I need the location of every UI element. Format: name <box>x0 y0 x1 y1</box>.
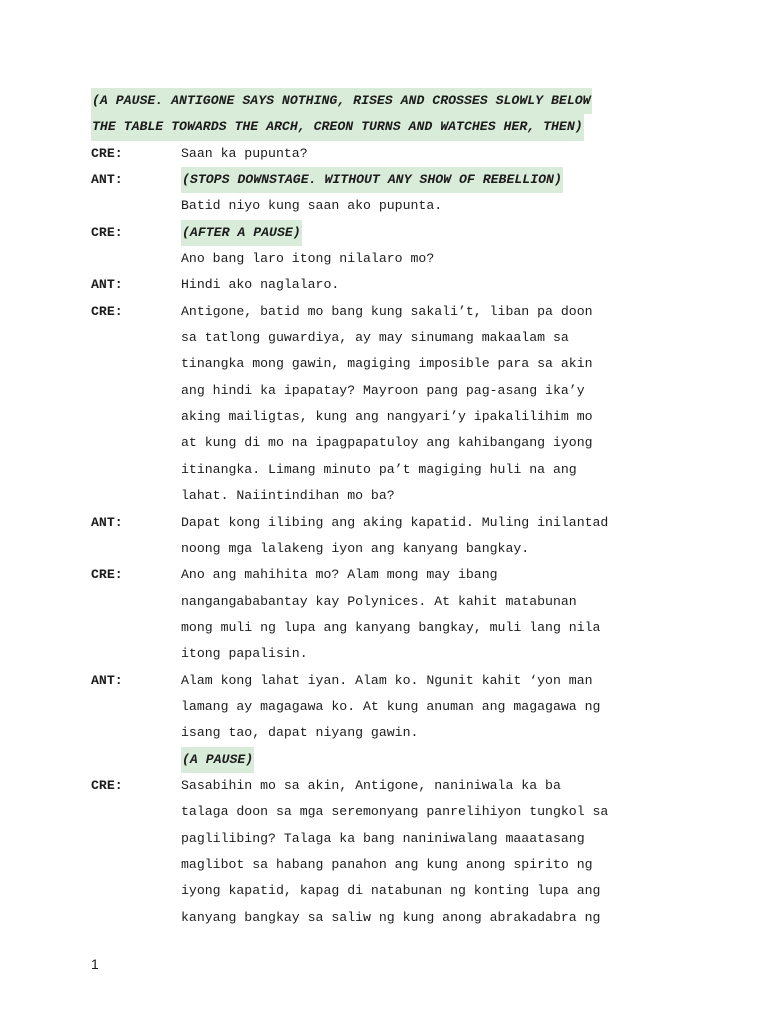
dialogue-text: itong papalisin. <box>181 646 308 662</box>
script-line <box>91 536 691 562</box>
dialogue-text: Sasabihin mo sa akin, Antigone, naniniwala ka ba <box>181 777 561 793</box>
stage-direction: (STOPS DOWNSTAGE. WITHOUT ANY SHOW OF REBELLION) <box>181 167 563 193</box>
script-line <box>91 404 691 430</box>
stage-direction: (A PAUSE) <box>181 747 254 773</box>
dialogue-text: itinangka. Limang minuto pa’t magiging huli na ang <box>181 461 577 477</box>
script-body <box>91 88 691 931</box>
speaker-label: CRE: <box>91 145 123 161</box>
dialogue-text: talaga doon sa mga seremonyang panrelihiyon tungkol sa <box>181 804 609 820</box>
stage-direction: (AFTER A PAUSE) <box>181 220 302 246</box>
stage-direction: THE TABLE TOWARDS THE ARCH, CREON TURNS AND WATCHES HER, THEN) <box>91 114 584 140</box>
speaker-label: ANT: <box>91 277 123 293</box>
script-line <box>91 141 691 167</box>
script-line <box>91 589 691 615</box>
script-line <box>91 510 691 536</box>
dialogue-text: sa tatlong guwardiya, ay may sinumang makaalam sa <box>181 330 569 346</box>
script-line <box>91 246 691 272</box>
script-line <box>91 378 691 404</box>
script-line <box>91 799 691 825</box>
script-line <box>91 826 691 852</box>
script-line <box>91 852 691 878</box>
dialogue-text: nangangababantay kay Polynices. At kahit matabunan <box>181 593 577 609</box>
dialogue-text: Hindi ako naglalaro. <box>181 277 340 293</box>
dialogue-text: mong muli ng lupa ang kanyang bangkay, muli lang nila <box>181 619 601 635</box>
page-number: 1 <box>91 956 99 972</box>
dialogue-text: Dapat kong ilibing ang aking kapatid. Muling inilantad <box>181 514 609 530</box>
script-line <box>91 694 691 720</box>
script-line <box>91 668 691 694</box>
script-line <box>91 193 691 219</box>
dialogue-text: aking mailigtas, kung ang nangyari’y ipakalilihim mo <box>181 409 593 425</box>
dialogue-text: Saan ka pupunta? <box>181 145 308 161</box>
script-line <box>91 430 691 456</box>
dialogue-text: kanyang bangkay sa saliw ng kung anong abrakadabra ng <box>181 909 601 925</box>
script-line <box>91 641 691 667</box>
script-line <box>91 167 691 193</box>
dialogue-text: isang tao, dapat niyang gawin. <box>181 725 419 741</box>
dialogue-text: iyong kapatid, kapag di natabunan ng konting lupa ang <box>181 883 601 899</box>
dialogue-text: lamang ay magagawa ko. At kung anuman ang magagawa ng <box>181 698 601 714</box>
script-line <box>91 351 691 377</box>
script-line <box>91 483 691 509</box>
script-line <box>91 220 691 246</box>
script-line <box>91 114 691 140</box>
speaker-label: ANT: <box>91 514 123 530</box>
dialogue-text: paglilibing? Talaga ka bang naniniwalang maaatasang <box>181 830 585 846</box>
speaker-label: CRE: <box>91 224 123 240</box>
script-line <box>91 878 691 904</box>
dialogue-text: maglibot sa habang panahon ang kung anong spirito ng <box>181 856 593 872</box>
script-line <box>91 325 691 351</box>
dialogue-text: noong mga lalakeng iyon ang kanyang bangkay. <box>181 540 530 556</box>
script-line <box>91 299 691 325</box>
dialogue-text: Antigone, batid mo bang kung sakali’t, liban pa doon <box>181 303 593 319</box>
dialogue-text: tinangka mong gawin, magiging imposible para sa akin <box>181 356 593 372</box>
dialogue-text: at kung di mo na ipagpapatuloy ang kahibangang iyong <box>181 435 593 451</box>
speaker-label: CRE: <box>91 777 123 793</box>
script-line <box>91 720 691 746</box>
script-line <box>91 562 691 588</box>
script-line <box>91 272 691 298</box>
speaker-label: ANT: <box>91 672 123 688</box>
script-line <box>91 747 691 773</box>
speaker-label: ANT: <box>91 172 123 188</box>
dialogue-text: lahat. Naiintindihan mo ba? <box>181 488 395 504</box>
dialogue-text: Ano ang mahihita mo? Alam mong may ibang <box>181 567 498 583</box>
speaker-label: CRE: <box>91 303 123 319</box>
dialogue-text: Ano bang laro itong nilalaro mo? <box>181 251 435 267</box>
script-line <box>91 905 691 931</box>
script-line <box>91 615 691 641</box>
speaker-label: CRE: <box>91 567 123 583</box>
dialogue-text: ang hindi ka ipapatay? Mayroon pang pag-asang ika’y <box>181 382 585 398</box>
stage-direction: (A PAUSE. ANTIGONE SAYS NOTHING, RISES AND CROSSES SLOWLY BELOW <box>91 88 592 114</box>
dialogue-text: Batid niyo kung saan ako pupunta. <box>181 198 443 214</box>
dialogue-text: Alam kong lahat iyan. Alam ko. Ngunit kahit ‘yon man <box>181 672 593 688</box>
script-line <box>91 773 691 799</box>
script-line <box>91 88 691 114</box>
script-line <box>91 457 691 483</box>
